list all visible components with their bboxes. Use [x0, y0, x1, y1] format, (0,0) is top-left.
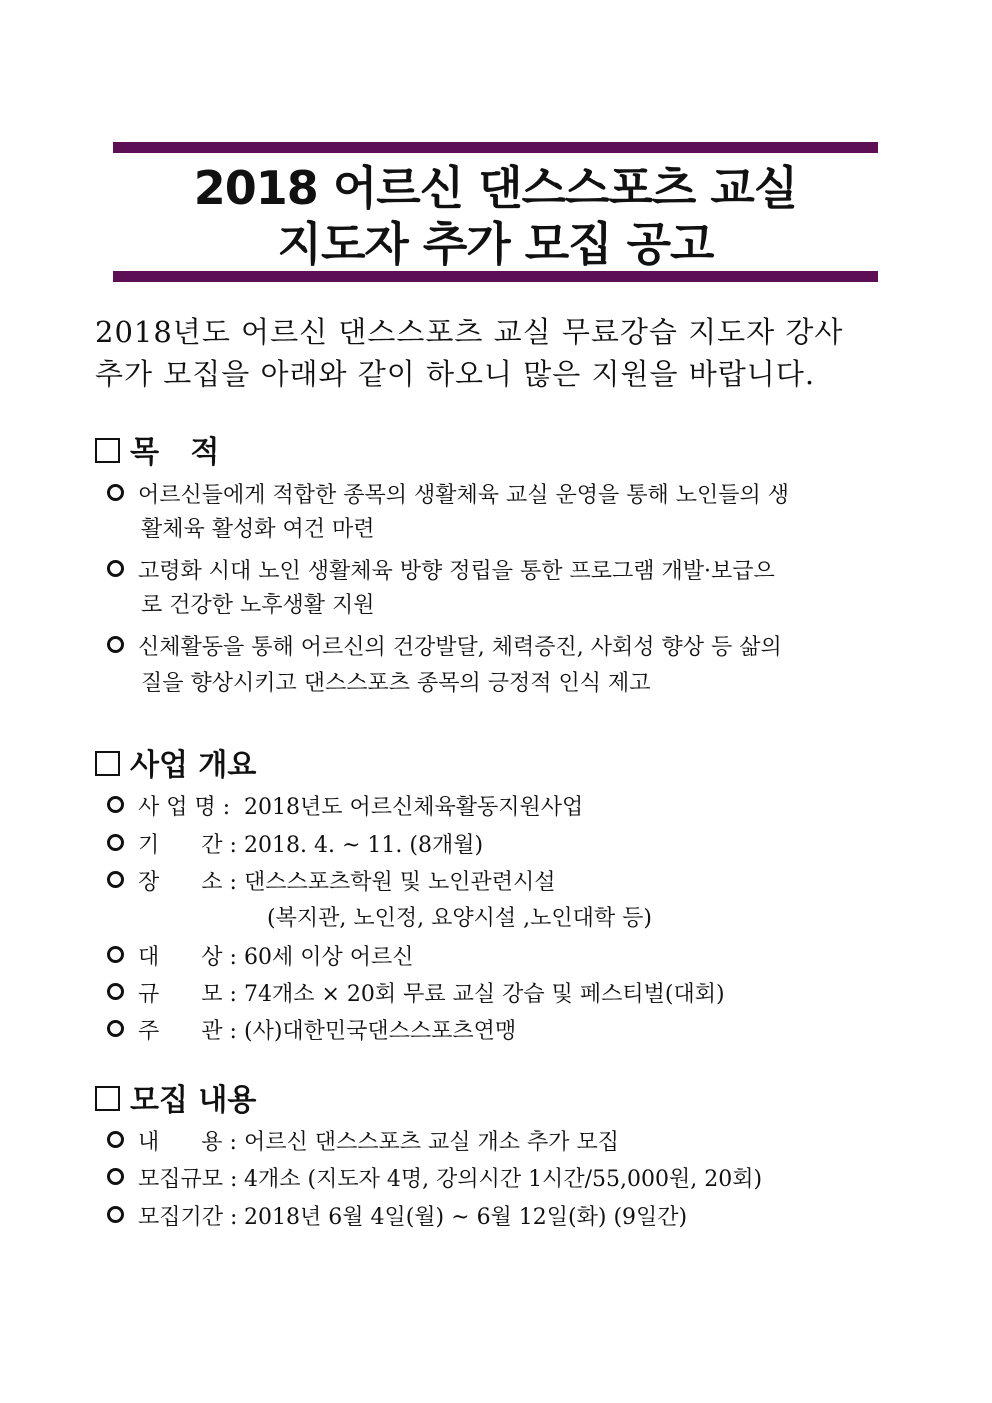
overview-item-host-label: 주 관 : — [138, 1019, 237, 1044]
recruit-item-period-label: 모집기간 : — [138, 1205, 238, 1230]
overview-item-period-value: 2018. 4. ~ 11. (8개월) — [244, 833, 484, 858]
overview-item-target-label: 대 상 : — [138, 945, 237, 970]
circle-bullet-icon — [107, 1020, 124, 1037]
circle-bullet-icon — [107, 983, 124, 1000]
circle-bullet-icon — [107, 484, 124, 501]
page-title-line2: 지도자 추가 모집 공고 — [277, 217, 714, 271]
title-bottom-rule — [113, 271, 878, 282]
intro-line2: 추가 모집을 아래와 같이 하오니 많은 지원을 바랍니다. — [95, 357, 816, 391]
circle-bullet-icon — [107, 796, 124, 813]
recruit-item-scale — [107, 1168, 762, 1191]
purpose-item-3-line2: 질을 향상시키고 댄스스포츠 종목의 긍정적 인식 제고 — [141, 671, 651, 696]
circle-bullet-icon — [107, 636, 124, 653]
purpose-item-1 — [107, 484, 789, 507]
recruit-item-content-value: 어르신 댄스스포츠 교실 개소 추가 모집 — [244, 1130, 619, 1155]
overview-item-place-value: 댄스스포츠학원 및 노인관련시설 — [244, 870, 556, 895]
overview-item-name — [107, 796, 583, 819]
section-purpose — [95, 435, 220, 470]
recruit-item-content-label: 내 용 : — [138, 1130, 237, 1155]
overview-item-scale — [107, 983, 725, 1006]
overview-item-scale-value: 74개소 × 20회 무료 교실 강습 및 페스티벌(대회) — [244, 982, 725, 1007]
section-purpose-heading: 목 적 — [130, 435, 220, 470]
overview-item-target-value: 60세 이상 어르신 — [244, 945, 414, 970]
overview-item-name-value: 2018년도 어르신체육활동지원사업 — [244, 795, 584, 820]
checkbox-square-icon — [95, 751, 120, 776]
purpose-item-3-line1: 신체활동을 통해 어르신의 건강발달, 체력증진, 사회성 향상 등 삶의 — [138, 635, 782, 660]
recruit-item-scale-value: 4개소 (지도자 4명, 강의시간 1시간/55,000원, 20회) — [244, 1167, 763, 1192]
title-top-rule — [113, 142, 878, 153]
purpose-item-2-line2: 로 건강한 노후생활 지원 — [141, 593, 375, 618]
purpose-item-1-line1: 어르신들에게 적합한 종목의 생활체육 교실 운영을 통해 노인들의 생 — [138, 483, 790, 508]
page-title-line1: 2018 어르신 댄스스포츠 교실 — [193, 161, 798, 215]
section-recruit — [95, 1083, 257, 1118]
recruit-item-scale-label: 모집규모 : — [138, 1167, 238, 1192]
purpose-item-1-line2: 활체육 활성화 여건 마련 — [141, 517, 375, 542]
overview-item-period — [107, 834, 483, 857]
circle-bullet-icon — [107, 946, 124, 963]
checkbox-square-icon — [95, 438, 120, 463]
overview-place-extra: (복지관, 노인정, 요양시설 ,노인대학 등) — [267, 906, 652, 931]
purpose-item-3 — [107, 636, 782, 659]
circle-bullet-icon — [107, 1131, 124, 1148]
section-recruit-heading: 모집 내용 — [130, 1083, 257, 1118]
intro-line1: 2018년도 어르신 댄스스포츠 교실 무료강습 지도자 강사 — [95, 315, 844, 349]
overview-item-scale-label: 규 모 : — [138, 982, 237, 1007]
circle-bullet-icon — [107, 871, 124, 888]
overview-item-name-label: 사 업 명 : — [138, 795, 231, 820]
checkbox-square-icon — [95, 1086, 120, 1111]
circle-bullet-icon — [107, 1206, 124, 1223]
overview-item-host — [107, 1020, 516, 1043]
overview-item-target — [107, 946, 414, 969]
purpose-item-2-line1: 고령화 시대 노인 생활체육 방향 정립을 통한 프로그램 개발·보급으 — [138, 559, 775, 584]
purpose-item-2 — [107, 560, 775, 583]
overview-item-host-value: (사)대한민국댄스스포츠연맹 — [244, 1019, 517, 1044]
circle-bullet-icon — [107, 1168, 124, 1185]
section-overview — [95, 748, 257, 783]
circle-bullet-icon — [107, 834, 124, 851]
recruit-item-period — [107, 1206, 687, 1229]
overview-item-period-label: 기 간 : — [138, 833, 237, 858]
overview-item-place — [107, 871, 556, 894]
circle-bullet-icon — [107, 560, 124, 577]
recruit-item-content — [107, 1131, 619, 1154]
recruit-item-period-value: 2018년 6월 4일(월) ~ 6월 12일(화) (9일간) — [244, 1205, 688, 1230]
overview-item-place-label: 장 소 : — [138, 870, 237, 895]
section-overview-heading: 사업 개요 — [130, 748, 257, 783]
